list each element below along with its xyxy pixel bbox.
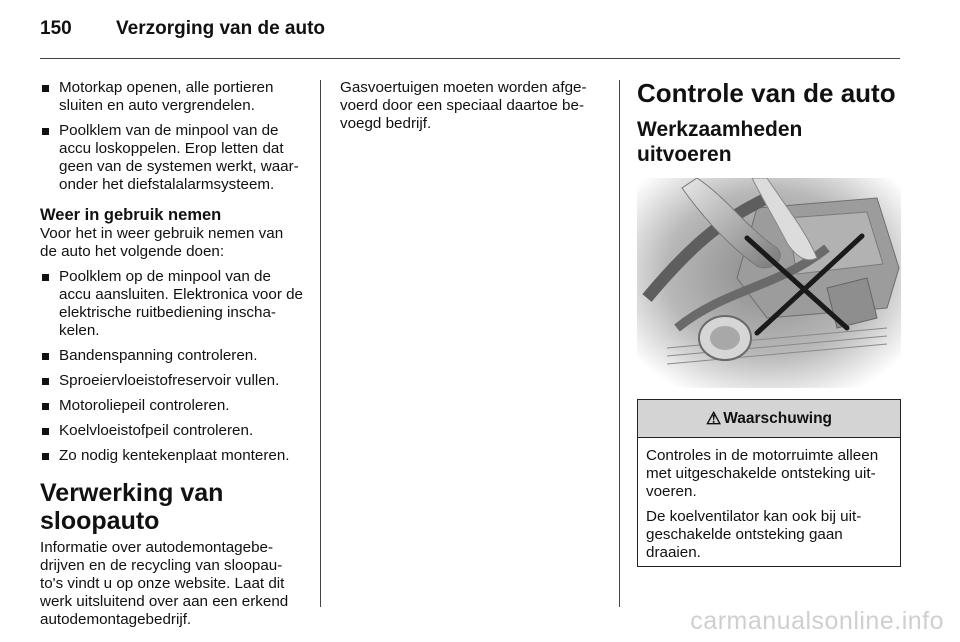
scrap-text: Informatie over autodemontagebe-drijven en de recycling van sloopau-to's vindt u op onze website. Laat dit werk uitsluitend over aan een erkend autodemontagebedrijf. [40, 539, 289, 628]
reuse-heading: Weer in gebruik nemen [40, 206, 222, 224]
warning-triangle-icon: ⚠ [705, 408, 722, 428]
reuse-steps-list [40, 268, 304, 465]
column-3 [637, 79, 901, 167]
warning-paragraph: De koelventilator kan ook bij uit-geschakelde ontsteking gaan draaien. [646, 508, 862, 561]
list-item: Bandenspanning controleren. [40, 347, 304, 365]
warning-paragraph: Controles in de motorruimte alleen met uitgeschakelde ontsteking uit-voeren. [646, 447, 879, 500]
column-divider-2 [619, 80, 620, 607]
reuse-intro: Voor het in weer gebruik nemen van de auto het volgende doen: [40, 225, 284, 260]
watermark: carmanualsonline.info [690, 607, 944, 635]
page-header [40, 18, 325, 48]
engine-bay-photo [637, 178, 901, 388]
warning-title: Waarschuwing [723, 409, 833, 427]
column-2 [340, 79, 604, 133]
list-item: Motoroliepeil controleren. [40, 397, 304, 415]
page-title: Verzorging van de auto [116, 18, 326, 39]
scrap-heading: Verwerking van sloopauto [40, 479, 224, 535]
section-subheading: Werkzaamheden uitvoeren [637, 118, 803, 166]
list-item: Koelvloeistofpeil controleren. [40, 422, 304, 440]
list-item: Poolklem op de minpool van de accu aansluiten. Elektronica voor de elektrische ruitbediening inscha-kelen. [40, 268, 304, 340]
section-heading: Controle van de auto [637, 78, 896, 108]
warning-header [638, 400, 900, 438]
storage-steps-list [40, 79, 304, 194]
list-item: Sproeiervloeistofreservoir vullen. [40, 372, 304, 390]
list-item: Motorkap openen, alle portieren sluiten en auto vergrendelen. [40, 79, 304, 115]
warning-body [638, 438, 900, 562]
list-item: Zo nodig kentekenplaat monteren. [40, 447, 304, 465]
gas-vehicle-text: Gasvoertuigen moeten worden afge-voerd door een speciaal daartoe be-voegd bedrijf. [340, 79, 587, 132]
page-number: 150 [40, 18, 72, 39]
header-rule [40, 58, 900, 59]
column-1 [40, 79, 304, 629]
list-item: Poolklem van de minpool van de accu loskoppelen. Erop letten dat geen van de systemen werkt, waar-onder het diefstalalarmsysteem. [40, 122, 304, 194]
column-divider-1 [320, 80, 321, 607]
warning-box [637, 399, 901, 567]
